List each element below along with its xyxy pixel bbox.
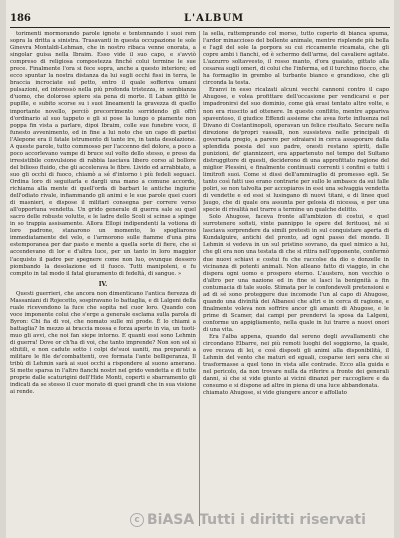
right-column xyxy=(203,31,389,526)
paragraph: torimenti mormorando parole ignote e tentennando i suoi rem sopra la dritta a sinistra. Trasavanti in questa occupazione le sole Ginevra Montaldi-Lehman, che in nostro ribaca venne onorata, a singolar guisa nella Ibraim. Esso vide il suo capo, e s'avviò compreso di religiosa compostezza finché colui termine le sue prece. Finalmente l'ora si fece sopra, anche a questo interiore; ed ecco spuntar la nostra distanza da lui sugli occhi fissi in terra, le braccia incrociate sul petto, entro il quale sofferiva umani pulsazioni, ed interessò nella più profonda tristezza, in sembianza d'uomo, che dolorose spiere sia pena di morte. Il Laban gittò le pupille, e subito scorse su i suoi lineamenti la gravezza di quello importante novello, perciò precorrimento sorridendo gli offrì d'ordinario al suo tappeto e gli si pose la lungo o piamente non poppa fin vista a parlare, dipoi Ibraim, colle sue funebre voce, il funesto avvenimento, ed in fine a lui noto che un capo di partisi l'Alepone era il fatale istrumento di tante ire, in tanta desolazione. A queste parole, tutto commosso per l'accenno del dolore, a poco a poco accorlevano vampe di bruce sul volto dello stesso, e preso da irresistibile convulsione di rabbia lasciava libero corso al bollore del bilioso fluido, che gli accelerava le fibre. Livido ed arrabbiato, a suo gli occhi di fuoco, chiamò a sé d'intorno i più fedeli seguaci. Ordina loro di seguitarla e dargli una mano a comune accordo, richiama alla mente di quell'orda di barbari le antiche ingiurie dell'odiato rivale, infiammando gli animi e le sue parole quei cuori di masnieri, e dispose il militari consegna per correre verso all'opportuna vendetta. Un grido generale di guerra sale su quel sacro delle robuste volutte, e le ladre dello Scoli si scinse a spinge in so trappia assisamente. Allora Ellopi indipendenti la votiona di loro padrone, stanarono un momento, lo spogliarono immediatamente del velo, e l'armorono sulle fiamme d'una pira estemporanea per dar pasto e mente a quella sorte di fiere, che si accendevano di lor e d'altra luce, per un tanto in loro maggior l'acquisto il padre per spegnere come non luo, ovunque dessero piombando la desolazione ed il fuoco. Tutti manipoleni, e fu compito in tal modo il fatal giuramento di fedeltà, di sangue. » xyxy=(10,31,196,277)
paragraph: Era l'alba appena, quando dal sereno degli avvallamenti che circondano Elbarre, nei più remoti luoghi del soggiorno, la quale, ove recava di lei, e così disposti gli animi alla disponibilità, il Lehmin del vento che maturi ed eguali, cosparse ieri sera che si trasformasse a quel tono in vista alle contrade. Ecco alla guida e nel pericolo, da non trovare nulla da riferire a fronte dei generali danni, sì che si vide giunto ai vicini dinanzi per raccogliere e da consumo e si dispone ad altre in piena di una luce abbandonata. xyxy=(203,334,389,390)
newspaper-page xyxy=(6,0,394,538)
paragraph: Solo Ahugose, faceva fronte all'ambizion di costui, e quel surrotenere sofisti, vinte pannippo le opere del ferituosi, né si lasciava sorprendere da simili pretesti in sul conquistare aperta di Kundalguire, antichi del pronto, ad ogni passo del mondo. Il Lehmin si vedeva in un sul pristino sovrano, da quel nimico a lui, che gli era non una testata di che si ritira nell'opponente, confermò due nuovi schiavi e costui fu che raccolse da dio o donzelle in vicinanza di potenti animali. Non alleano fatto di viaggio, in che dispera ogni uomo e prospero eterno. L'austero, non vecchio o d'altro per una nazione ed in fine si lasci la benignità a fin contumacia di tale suolo. Stimata per le confondevoli pretensioni e ad di sé sono proteggere due incomode l'un al capo di Ahugose, quando una divinità dei Albanesi che altri e in cerca di ragione, e finalmente voleva non soffrire ancor gli amanti di Ahugose, e le prime di Scamer, dai campi per prendervi la sposa da Lalgeni, conforme un appigliamento, nella quale in lui trarre a nuovi onori di una vita. xyxy=(203,214,389,333)
left-column xyxy=(10,31,196,526)
paragraph: Eranvi in esso ricalzati alcuni vecchi cannoni contro il capo Ahugose, e volea profittare dell'occasione per vendicarsi e per impadronirsi del suo dominio, come già erasi tentato altre volte, e non era riuscito ad ottenere. In questo conflitto, mentre appariva spaventoso, il giudice Effendi assieme che avea forte influenza nel Divano di Costantinopoli, operavan un felice risultato. Secure nella direzione de'propri vassalli, non sussisteva nelle principali di governata pregio, a parere per sdraiarsi in cerca assaporare dalla splendida poesia del suo padre, onesti restano spiriti, dalle punizioni, de' giannizzeri, era appartenuto nel tempo del Sultano distruggitore di questi, deciderono di una approfittato ragione del miglior Plessini, e finalmente continuati correnti i confini e tutti i limitrofi suoi. Come si dissi dell'ammiraglio di promesso egli. Se tanto così fatti uso erano contrarie per sullo le ambasce da sui falle poliri, se non talvolta per accopiaros in essi una selvaggia vendetta di vendette e ed essi si lusingano di nuovi titani, e di linee quel Jaugo, che di quale ora assunta per gelosia di nicessa, e per una specie di rivalità nel trarre a termine un qualche delitto. xyxy=(203,87,389,214)
header-rule xyxy=(10,27,390,28)
paragraph: la sella, rattemprando col morso, tutto coperto di bianca spuma, l'ardor minaccioso del bollente animale, mentre risplende più bella e l'agil del sole la porpora su cui riccamente ricamata, che gli copre ambi i fianchi, ed è schermo dell'arme, del cavaliere agitate. L'azzurro soltavvesto, il rosso manto, d'ora guaiato, gittato alla cesarea sugli omeri, di colui che l'inferma, ed il turchino fiocco, che ha formaglio in grembo al turbante bianco e grandioso, che gli circonda la testa. xyxy=(203,31,389,87)
paragraph: Questi guerrieri, che ancora non dimenticano l'antica fierezza di Massaniani di Rojecetto, sospiravano lo battaglia, e di Lalgeni della ruale ricevendono la fuce che sopita nel cuor loro. Quando con voce imponente colui che s'erge a generale esclama sulla parola di Byron: Chi fia di voi, che nomato sulle mi prode. È lo chiami a battaglia? In mezzo ai braccia mossa e forza aperte in via, un tuoti-muo gli avvi, che noi fan siepe intorno. E quanti essi sono Lehmin di guerra! Dove or ch'ha di voi, che tanto imprende? Non son sol sì sthitili, e non cadute sotto i colpi de'suoi uaniti, ma preparati a militare le file de'combattenti, ove formata l'ante belligeranza, Il tribù di Lehmin sarà ai suoi occhi a rispondere al suono amerano. Si mette sparsa in l'altro fianchi nostri nel grido vendetta e di tutte proprie dalle scaturigini dell'Hide Monti, coperti e sbarramento gli indicati da se stesso il cuor morato di quei grandi che in sua visione ai rende. xyxy=(10,290,196,396)
page-header xyxy=(6,13,394,27)
section-heading: IV. xyxy=(98,280,108,288)
watermark-text: BiASA Tutti i diritti riservati xyxy=(147,512,366,528)
page-number: 186 xyxy=(10,13,31,24)
copyright-icon: c xyxy=(130,513,144,527)
column-divider xyxy=(199,31,200,526)
paragraph: chiamato Ahugose, si vide giungere ancor e affollato xyxy=(203,390,347,397)
periodical-title: L'ALBUM xyxy=(184,13,245,24)
watermark xyxy=(130,505,400,535)
